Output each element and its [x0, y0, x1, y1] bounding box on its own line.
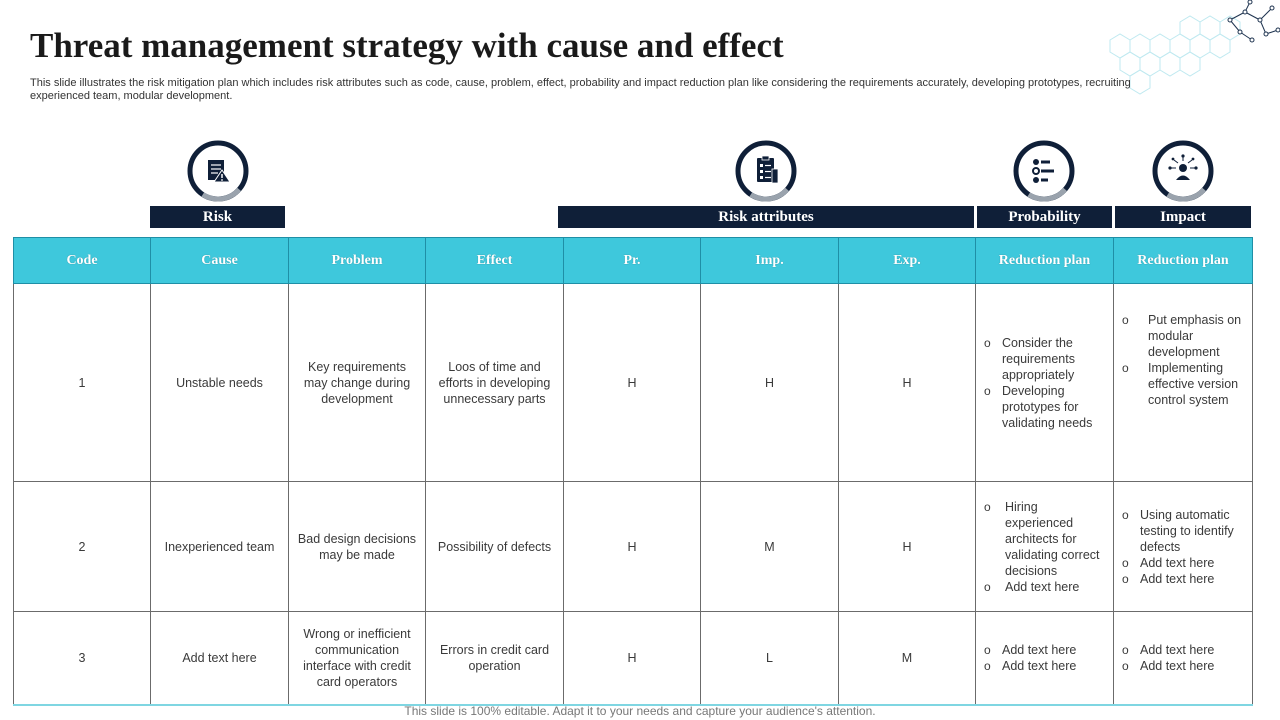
column-header-exposure: Exp. — [839, 238, 976, 284]
cell-reduction-plan-probability — [976, 612, 1114, 706]
column-header-effect: Effect — [426, 238, 564, 284]
page-subtitle: This slide illustrates the risk mitigation plan which includes risk attributes such as code, cause, problem, effect, probability and impact reduction plan like considering the requirements accurately, developing prototypes, recruiting experienced team, modular development. — [30, 77, 1131, 102]
risk-table — [13, 237, 1253, 706]
cell-code: 3 — [14, 612, 151, 706]
cell-impact: H — [701, 284, 839, 482]
warning-document-icon — [186, 139, 250, 203]
cell-problem: Bad design decisions may be made — [289, 482, 426, 612]
cell-problem: Key requirements may change during development — [289, 284, 426, 482]
cell-probability: H — [564, 612, 701, 706]
cell-reduction-plan-probability — [976, 482, 1114, 612]
list-item: o Hiring experienced architects for validating correct decisions — [984, 499, 1105, 579]
category-probability: Probability — [977, 206, 1112, 228]
list-item: o Add text here — [1122, 642, 1244, 658]
column-header-impact: Imp. — [701, 238, 839, 284]
cell-effect: Errors in credit card operation — [426, 612, 564, 706]
cell-impact: L — [701, 612, 839, 706]
cell-probability: H — [564, 284, 701, 482]
page-title: Threat management strategy with cause and effect — [30, 26, 784, 65]
table-row — [14, 284, 1253, 482]
cell-cause: Inexperienced team — [151, 482, 289, 612]
cell-reduction-plan-impact — [1114, 284, 1253, 482]
list-item: o Add text here — [984, 642, 1105, 658]
cell-cause: Unstable needs — [151, 284, 289, 482]
table-header-row — [14, 238, 1253, 284]
list-item: o Using automatic testing to identify defects — [1122, 507, 1244, 555]
list-item: o Add text here — [1122, 658, 1244, 674]
cell-exposure: H — [839, 482, 976, 612]
cell-code: 1 — [14, 284, 151, 482]
table-row — [14, 612, 1253, 706]
list-item: o Consider the requirements appropriately — [984, 335, 1105, 383]
cell-effect: Loos of time and efforts in developing unnecessary parts — [426, 284, 564, 482]
column-header-problem: Problem — [289, 238, 426, 284]
footer-note: This slide is 100% editable. Adapt it to your needs and capture your audience's attention. — [404, 704, 876, 718]
cell-problem: Wrong or inefficient communication interface with credit card operators — [289, 612, 426, 706]
cell-cause: Add text here — [151, 612, 289, 706]
checklist-clipboard-icon — [734, 139, 798, 203]
column-header-reduction-plan-impact: Reduction plan — [1114, 238, 1253, 284]
cell-reduction-plan-probability — [976, 284, 1114, 482]
person-network-icon — [1151, 139, 1215, 203]
list-item: o Add text here — [1122, 555, 1244, 571]
cell-reduction-plan-impact — [1114, 612, 1253, 706]
column-header-probability: Pr. — [564, 238, 701, 284]
column-header-reduction-plan-probability: Reduction plan — [976, 238, 1114, 284]
cell-effect: Possibility of defects — [426, 482, 564, 612]
category-risk-attributes: Risk attributes — [558, 206, 974, 228]
cell-reduction-plan-impact — [1114, 482, 1253, 612]
cell-code: 2 — [14, 482, 151, 612]
list-item: o Add text here — [984, 658, 1105, 674]
category-impact: Impact — [1115, 206, 1251, 228]
list-options-icon — [1012, 139, 1076, 203]
category-risk: Risk — [150, 206, 285, 228]
list-item: o Add text here — [984, 579, 1105, 595]
list-item: o Developing prototypes for validating needs — [984, 383, 1105, 431]
cell-impact: M — [701, 482, 839, 612]
column-header-code: Code — [14, 238, 151, 284]
cell-probability: H — [564, 482, 701, 612]
cell-exposure: H — [839, 284, 976, 482]
cell-exposure: M — [839, 612, 976, 706]
table-row — [14, 482, 1253, 612]
list-item: o Implementing effective version control system — [1122, 360, 1244, 408]
column-header-cause: Cause — [151, 238, 289, 284]
list-item: o Put emphasis on modular development — [1122, 312, 1244, 360]
list-item: o Add text here — [1122, 571, 1244, 587]
